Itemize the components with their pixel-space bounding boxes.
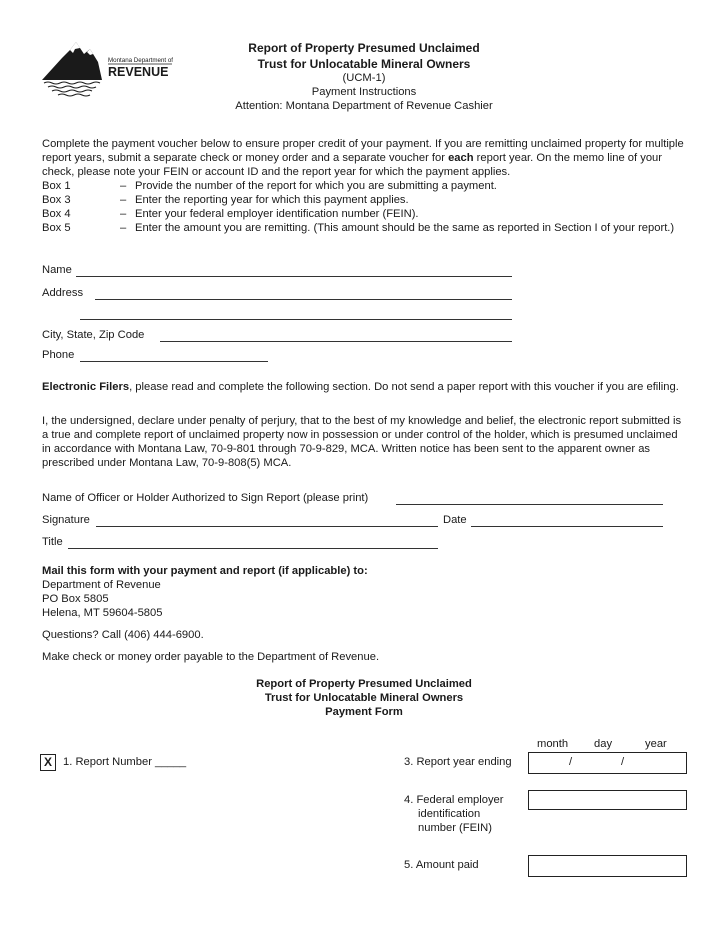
- box-text: Provide the number of the report for which you are submitting a payment.: [135, 180, 497, 192]
- officer-name-field[interactable]: [396, 504, 663, 505]
- intro-bold: each: [448, 152, 474, 164]
- signature-field[interactable]: [96, 526, 438, 527]
- fein-box[interactable]: [528, 790, 687, 810]
- questions-line: Questions? Call (406) 444-6900.: [42, 629, 204, 641]
- box-label: Box 3: [42, 194, 71, 206]
- voucher-title-line2: Trust for Unlocatable Mineral Owners: [264, 692, 464, 704]
- box-dash: –: [120, 194, 127, 206]
- address-label: Address: [42, 287, 84, 299]
- phone-field[interactable]: [80, 361, 268, 362]
- column-year: year: [645, 738, 667, 750]
- date-label: Date: [443, 514, 467, 526]
- logo-agency-large: REVENUE: [108, 65, 169, 79]
- mountain-icon: [42, 42, 102, 80]
- box-dash: –: [120, 208, 127, 220]
- declaration-paragraph: I, the undersigned, declare under penalty of perjury, that to the best of my knowledge and belief, the electronic report submitted is a true and complete report of unclaimed property now in possession or under control of the holder, which is presumed unclaimed in accordance with Montana Law, 70-9-801 through 70-9-829, MCA. Written notice has been sent to the apparent owner as prescribed under Montana Law, 70-9-808(5) MCA.: [42, 415, 682, 469]
- box-label: Box 4: [42, 208, 71, 220]
- box-dash: –: [120, 222, 127, 234]
- voucher-title-line1: Report of Property Presumed Unclaimed: [256, 678, 472, 690]
- montana-dor-logo: [40, 40, 180, 98]
- header-title-line1: Report of Property Presumed Unclaimed: [248, 41, 480, 55]
- mail-address-line3: Helena, MT 59604-5805: [42, 607, 163, 619]
- phone-label: Phone: [42, 349, 75, 361]
- fein-label-line2: identification: [418, 808, 481, 820]
- intro-text: Complete the payment voucher below to ensure proper credit of your payment. If you are remitting unclaimed property for multiple report years, submit a separate check or money order and a separate voucher for: [42, 138, 684, 164]
- address-field-2[interactable]: [80, 319, 512, 320]
- signature-label: Signature: [42, 514, 90, 526]
- header-subtitle: Payment Instructions: [311, 86, 417, 98]
- mail-address-line1: Department of Revenue: [42, 579, 161, 591]
- box-text: Enter the reporting year for which this payment applies.: [135, 194, 409, 206]
- payable-line: Make check or money order payable to the Department of Revenue.: [42, 651, 380, 663]
- box-label: Box 1: [42, 180, 71, 192]
- officer-name-label: Name of Officer or Holder Authorized to Sign Report (please print): [42, 492, 369, 504]
- column-day: day: [594, 738, 613, 750]
- efile-bold-lead: Electronic Filers: [42, 381, 130, 393]
- box-text: Enter your federal employer identification number (FEIN).: [135, 208, 419, 220]
- water-waves-icon: [44, 82, 100, 96]
- intro-text-end: report year. On the memo line of your check, please note your FEIN or account ID and the report year for which the payment applies.: [42, 152, 662, 178]
- fein-label-line3: number (FEIN): [418, 822, 492, 834]
- title-label: Title: [42, 536, 63, 548]
- amount-paid-label: 5. Amount paid: [404, 859, 479, 871]
- form-code: (UCM-1): [342, 72, 386, 84]
- x-mark-box: X: [40, 754, 56, 771]
- city-state-zip-label: City, State, Zip Code: [42, 329, 145, 341]
- box-dash: –: [120, 180, 127, 192]
- attention-line: Attention: Montana Department of Revenue Cashier: [235, 100, 493, 112]
- date-field[interactable]: [471, 526, 663, 527]
- report-year-ending-label: 3. Report year ending: [404, 756, 512, 768]
- mail-address-line2: PO Box 5805: [42, 593, 109, 605]
- efile-paragraph: [42, 380, 687, 394]
- address-field-1[interactable]: [95, 299, 512, 300]
- city-state-zip-field[interactable]: [160, 341, 512, 342]
- report-number-label[interactable]: 1. Report Number _____: [63, 756, 187, 768]
- mail-heading: Mail this form with your payment and report (if applicable) to:: [42, 565, 368, 577]
- box-text: Enter the amount you are remitting. (This amount should be the same as reported in Section I of your report.): [135, 222, 675, 234]
- title-field[interactable]: [68, 548, 438, 549]
- date-slash: /: [621, 756, 625, 768]
- report-year-ending-box[interactable]: [528, 752, 687, 774]
- name-field[interactable]: [76, 276, 512, 277]
- header-title-line2: Trust for Unlocatable Mineral Owners: [257, 57, 471, 71]
- date-slash: /: [569, 756, 573, 768]
- box-label: Box 5: [42, 222, 71, 234]
- fein-label-line1: 4. Federal employer: [404, 794, 504, 806]
- voucher-title-line3: Payment Form: [325, 706, 403, 718]
- intro-paragraph: [42, 137, 687, 179]
- amount-paid-box[interactable]: [528, 855, 687, 877]
- efile-lead-text: , please read and complete the following section. Do not send a paper report with this voucher if you are efiling.: [129, 381, 679, 393]
- logo-agency-small: Montana Department of: [108, 57, 174, 64]
- column-month: month: [537, 738, 569, 750]
- name-label: Name: [42, 264, 72, 276]
